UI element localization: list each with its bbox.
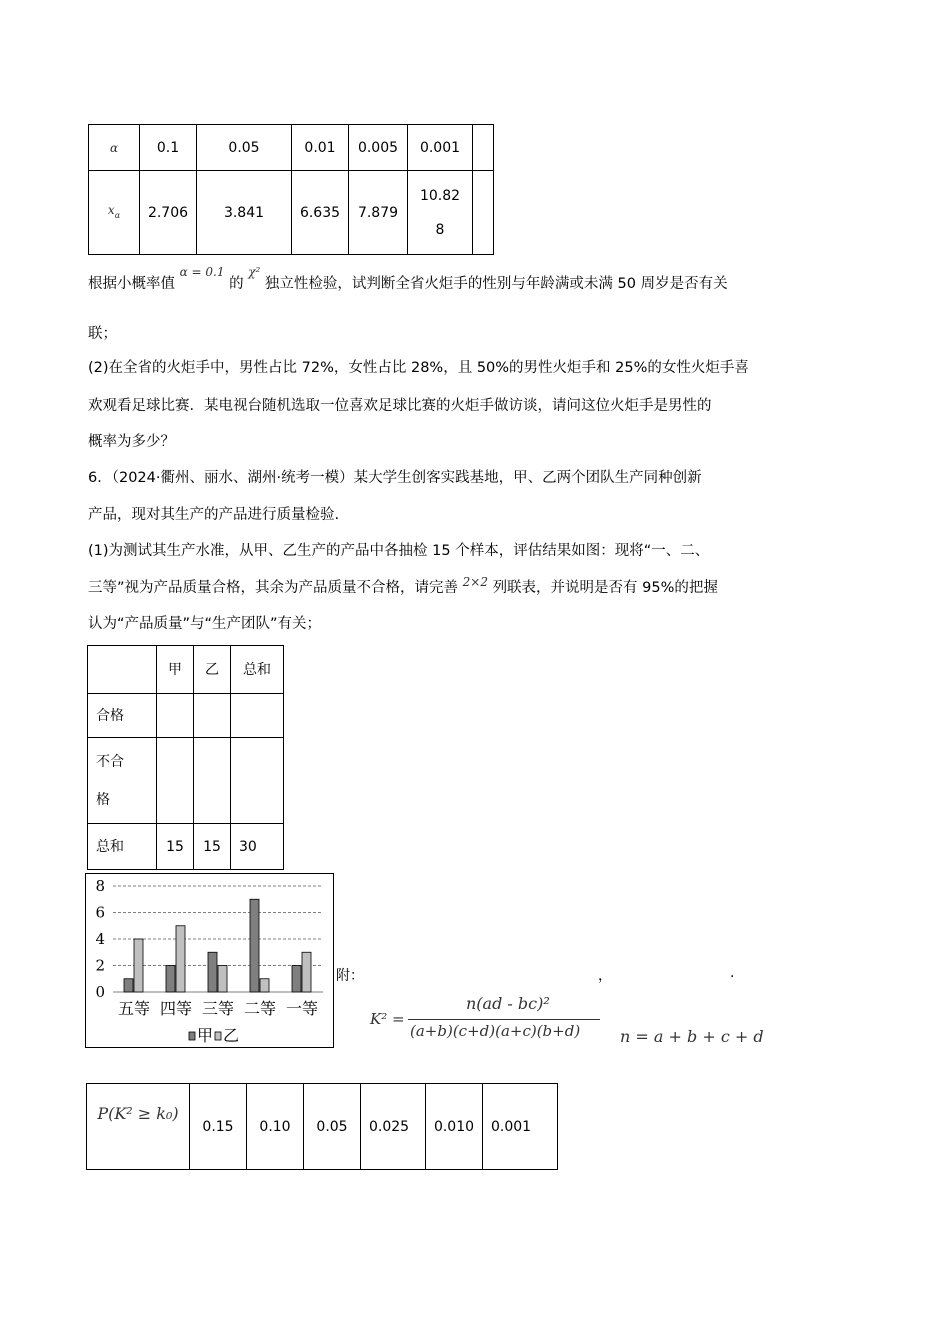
x-alpha-cell: 2.706 <box>140 171 197 255</box>
x-alpha-cell: 6.635 <box>292 171 349 255</box>
p-label: P(K² ≥ k₀) <box>87 1084 190 1170</box>
fraction-bar <box>408 1019 600 1020</box>
q6-line3: (1)为测试其生产水准，从甲、乙生产的产品中各抽检 15 个样本，评估结果如图：现将“一、二、 <box>88 543 710 559</box>
table-cell: 15 <box>157 824 194 870</box>
y-tick-label: 8 <box>95 877 105 895</box>
q6-line4: 三等”视为产品质量合格，其余为产品质量不合格，请完善 $^{2\times 2}$ 列联表，并说明是否有 95%的把握 <box>88 575 718 596</box>
row-label: 合格 <box>88 694 157 738</box>
k2-critical-table <box>86 1083 558 1170</box>
q2-line1: (2)在全省的火炬手中，男性占比 72%，女性占比 28%，且 50%的男性火炬手和 25%的女性火炬手喜 <box>88 360 749 376</box>
y-tick-label: 6 <box>95 903 105 922</box>
p-value-cell: 0.10 <box>247 1084 304 1170</box>
p-value-cell: 0.05 <box>304 1084 361 1170</box>
table-cell: 15 <box>194 824 231 870</box>
appendix-comma: ， <box>598 968 612 984</box>
y-tick-label: 0 <box>95 983 105 1001</box>
contingency-table <box>87 645 284 870</box>
legend-swatch <box>215 1032 221 1040</box>
x-category-label: 四等 <box>159 999 193 1018</box>
header-cell: 总和 <box>231 646 284 694</box>
bar-乙 <box>260 979 269 992</box>
k2-numerator: n(ad - bc)² <box>466 994 550 1013</box>
table-cell: 30 <box>231 824 284 870</box>
bar-乙 <box>176 926 185 992</box>
p-value-cell: 0.15 <box>190 1084 247 1170</box>
q2-line3: 概率为多少？ <box>88 434 175 450</box>
y-tick-label: 4 <box>95 930 105 948</box>
row-label: 不合格 <box>88 738 157 824</box>
empty-cell <box>473 171 494 255</box>
table-cell <box>157 694 194 738</box>
table-cell <box>194 738 231 824</box>
empty-cell <box>473 125 494 171</box>
bar-甲 <box>124 979 133 992</box>
header-cell: 乙 <box>194 646 231 694</box>
alpha-cell: 0.01 <box>292 125 349 171</box>
q2-line2: 欢观看足球比赛．某电视台随机选取一位喜欢足球比赛的火炬手做访谈，请问这位火炬手是男性的 <box>88 398 712 414</box>
appendix-label: 附： <box>336 968 364 984</box>
alpha-cell: 0.005 <box>349 125 408 171</box>
x-alpha-cell: 10.828 <box>408 171 473 255</box>
row-label: 总和 <box>88 824 157 870</box>
legend-label: 甲 <box>197 1026 214 1045</box>
table-cell <box>231 738 284 824</box>
alpha-cell: 0.05 <box>197 125 292 171</box>
table-cell <box>231 694 284 738</box>
q6-line2: 产品，现对其生产的产品进行质量检验. <box>88 507 340 523</box>
q6-line1: 6．（2024·衢州、丽水、湖州·统考一模）某大学生创客实践基地，甲、乙两个团队生产同种创新 <box>88 470 702 486</box>
q1-line1: 根据小概率值 $^{\alpha = 0.1}$ 的 $^{\chi^2}$ 独立性检验，试判断全省火炬手的性别与年龄满或未满 50 周岁是否有关 <box>88 265 728 292</box>
x-category-label: 五等 <box>117 999 151 1018</box>
bar-甲 <box>208 952 217 992</box>
k2-denominator: (a+b)(c+d)(a+c)(b+d) <box>410 1022 581 1040</box>
x-alpha-cell: 3.841 <box>197 171 292 255</box>
x-category-label: 一等 <box>285 999 319 1018</box>
p-value-cell: 0.001 <box>483 1084 558 1170</box>
header-cell <box>88 646 157 694</box>
table-cell <box>194 694 231 738</box>
header-cell: 甲 <box>157 646 194 694</box>
x-category-label: 二等 <box>243 999 277 1018</box>
x-alpha-cell: 7.879 <box>349 171 408 255</box>
q1-line2: 联； <box>88 326 117 342</box>
alpha-header: α <box>89 125 140 171</box>
bar-甲 <box>250 899 259 992</box>
bar-甲 <box>292 966 301 993</box>
appendix-period: . <box>730 965 735 981</box>
quality-bar-chart <box>85 873 334 1048</box>
legend-swatch <box>189 1032 195 1040</box>
p-value-cell: 0.025 <box>361 1084 426 1170</box>
alpha-cell: 0.1 <box>140 125 197 171</box>
x-category-label: 三等 <box>201 999 235 1018</box>
legend-label: 乙 <box>223 1026 240 1045</box>
n-expression: n = a + b + c + d <box>620 1027 764 1046</box>
bar-乙 <box>302 952 311 992</box>
q6-line5: 认为“产品质量”与“生产团队”有关； <box>88 616 322 632</box>
bar-乙 <box>218 966 227 993</box>
table-cell <box>157 738 194 824</box>
alpha-cell: 0.001 <box>408 125 473 171</box>
k2-lhs: K² = <box>370 1010 405 1028</box>
x-alpha-header: $x_\alpha$ <box>89 171 140 255</box>
bar-乙 <box>134 939 143 992</box>
y-tick-label: 2 <box>95 956 105 975</box>
bar-甲 <box>166 966 175 993</box>
p-value-cell: 0.010 <box>426 1084 483 1170</box>
critical-value-table <box>88 124 494 255</box>
